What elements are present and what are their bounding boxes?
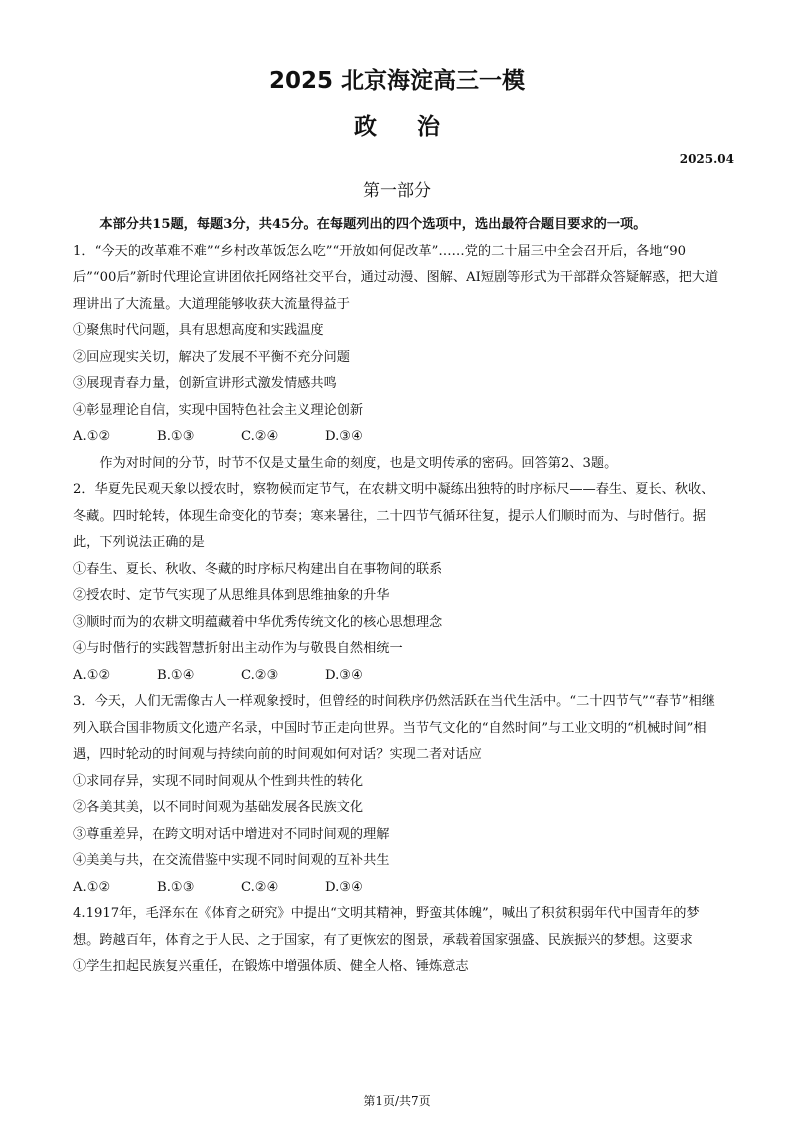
q1-choice-b: B.①③ [157, 429, 195, 444]
q3-option-4: ④美美与共，在交流借鉴中实现不同时间观的互补共生 [73, 853, 390, 868]
q4-option-1: ①学生扣起民族复兴重任，在锻炼中增强体质、健全人格、锤炼意志 [73, 959, 469, 974]
q2-option-1: ①春生、夏长、秋收、冬藏的时序标尺构建出自在事物间的联系 [73, 561, 443, 577]
q3-choice-d: D.③④ [325, 879, 363, 895]
subject-title: 政治 [354, 113, 480, 140]
q1-stem: 1．“今天的改革难不难”“乡村改革饭怎么吃”“开放如何促改革”……党的二十届三中全会召开后，各地“90后”“00后”新时代理论宣讲团依托网络社交平台，通过动漫、图解、AI短剧等形式为干部群众答疑解惑，把大道理讲出了大流量。大道理能够收获大流量得益于 [73, 243, 719, 312]
q1-choice-a: A.①② [73, 429, 111, 444]
q3-option-1: ①求同存异，实现不同时间观从个性到共性的转化 [73, 773, 364, 789]
q2-option-2: ②授农时、定节气实现了从思维具体到思维抽象的升华 [73, 588, 390, 603]
q4-stem: 4.1917年，毛泽东在《体育之研究》中提出“文明其精神，野蛮其体魄”，喊出了积贫积弱年代中国青年的梦想。跨越百年，体育之于人民、之于国家，有了更恢宏的图景，承载着国家强盛、民族振兴的梦想。这要求 [73, 906, 700, 948]
q3-option-2: ②各美其美，以不同时间观为基础发展各民族文化 [73, 800, 364, 815]
q2-option-4: ④与时偕行的实践智慧折射出主动作为与敬畏自然相统一 [73, 641, 403, 656]
q2-choice-a: A.①② [73, 667, 111, 683]
q1-option-4: ④彰显理论自信，实现中国特色社会主义理论创新 [73, 402, 364, 418]
exam-title: 2025 北京海淀高三一模 [268, 68, 526, 94]
q1-choices [73, 424, 723, 451]
part-heading: 第一部分 [363, 181, 431, 201]
q3-choice-b: B.①③ [157, 879, 195, 895]
exam-date: 2025.04 [679, 152, 734, 166]
q1-choice-d: D.③④ [325, 429, 363, 444]
q3-choice-a: A.①② [73, 879, 111, 895]
q3-stem: 3．今天，人们无需像古人一样观象授时，但曾经的时间秩序仍然活跃在当代生活中。“二十四节气”“春节”相继列入联合国非物质文化遗产名录，中国时节正走向世界。当节气文化的“自然时间”与工业文明的“机械时间”相遇，四时轮动的时间观与持续向前的时间观如何对话？实现二者对话应 [73, 694, 715, 762]
instructions: 本部分共15题，每题3分，共45分。在每题列出的四个选项中，选出最符合题目要求的一项。 [99, 217, 647, 232]
q2-choice-c: C.②③ [241, 667, 279, 683]
question-content [73, 212, 723, 981]
q2-choice-b: B.①④ [157, 667, 195, 683]
q1-choice-c: C.②④ [241, 429, 279, 444]
q1-option-1: ①聚焦时代问题，具有思想高度和实践温度 [73, 323, 324, 338]
q3-choice-c: C.②④ [241, 879, 279, 895]
page-footer: 第1页/共7页 [363, 1094, 431, 1108]
q3-option-3: ③尊重差异，在跨文明对话中增进对不同时间观的理解 [73, 826, 390, 842]
q1-option-2: ②回应现实关切，解决了发展不平衡不充分问题 [73, 349, 350, 365]
q2-stem: 2．华夏先民观天象以授农时，察物候而定节气，在农耕文明中凝练出独特的时序标尺——春生、夏长、秋收、冬藏。四时轮转，体现生命变化的节奏；寒来暑往，二十四节气循环往复，提示人们顺时而为、与时偕行。据此，下列说法正确的是 [73, 482, 715, 550]
q2-choices [73, 663, 723, 690]
q1-option-3: ③展现青春力量，创新宣讲形式激发情感共鸣 [73, 376, 337, 391]
q2-choice-d: D.③④ [325, 667, 363, 683]
q2-option-3: ③顺时而为的农耕文明蕴藏着中华优秀传统文化的核心思想理念 [73, 614, 443, 630]
q3-choices [73, 875, 723, 902]
material-2-3: 作为对时间的分节，时节不仅是丈量生命的刻度，也是文明传承的密码。回答第2、3题。 [99, 455, 618, 471]
